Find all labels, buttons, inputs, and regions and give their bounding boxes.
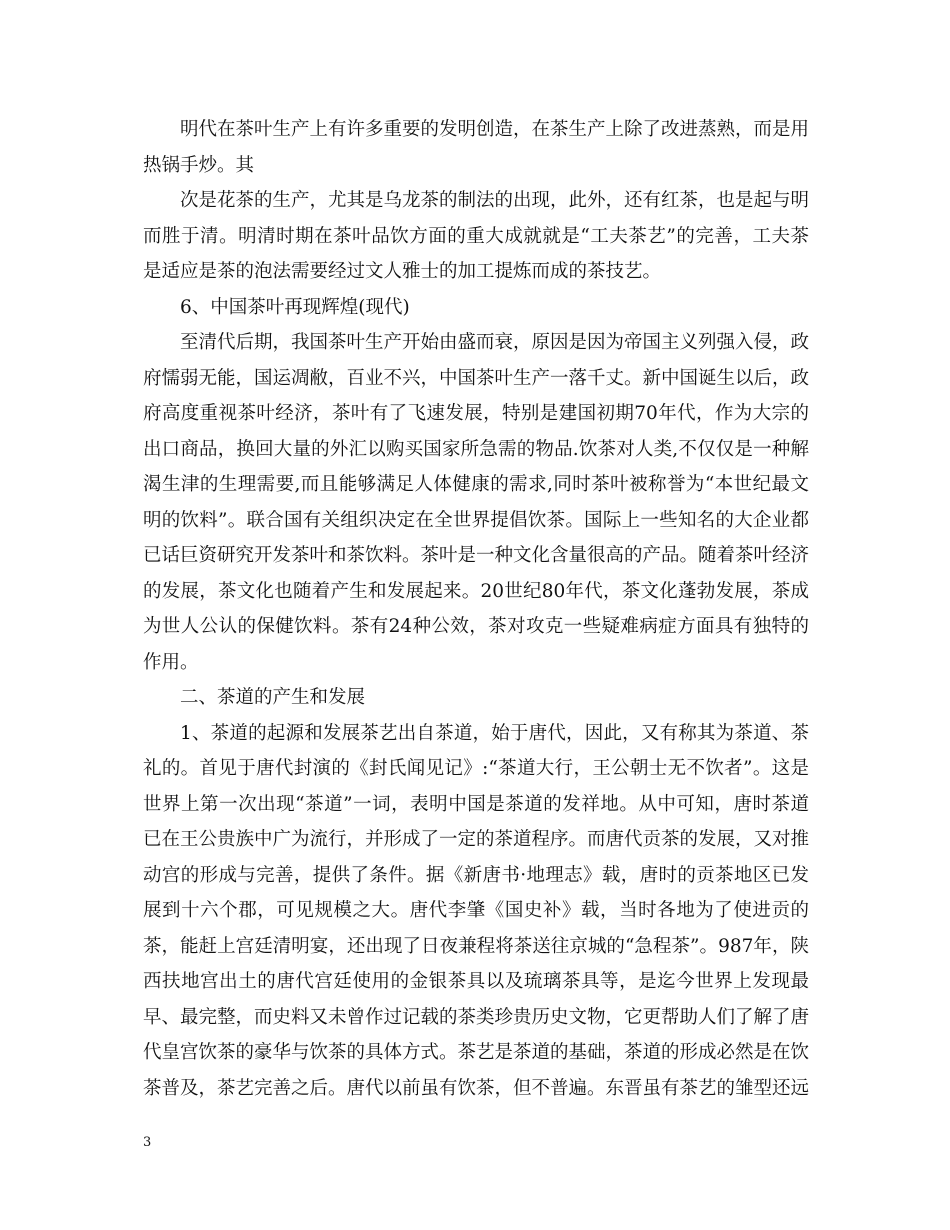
document-page — [143, 112, 809, 1106]
paragraph-qing-decline-modern: 至清代后期，我国茶叶生产开始由盛而衰，原因是因为帝国主义列强入侵，政府懦弱无能，国运凋敝，百业不兴，中国茶叶生产一落千丈。新中国诞生以后，政府高度重视茶叶经济，茶叶有了飞速发展，特别是建国初期70年代，作为大宗的出口商品，换回大量的外汇以购买国家所急需的物品.饮茶对人类,不仅仅是一种解渴生津的生理需要,而且能够满足人体健康的需求,同时茶叶被称誉为“本世纪最文明的饮料”。联合国有关组织决定在全世界提倡饮茶。国际上一些知名的大企业都已话巨资研究开发茶叶和茶饮料。茶叶是一种文化含量很高的产品。随着茶叶经济的发展，茶文化也随着产生和发展起来。20世纪80年代，茶文化蓬勃发展，茶成为世人公认的保健饮料。茶有24种公效，茶对攻克一些疑难病症方面具有独特的作用。 — [143, 332, 810, 673]
section-heading-tea-ceremony: 二、茶道的产生和发展 — [180, 687, 366, 708]
section-heading-modern-revival: 6、中国茶叶再现辉煌(现代) — [180, 296, 410, 318]
paragraph-tea-ceremony-origins: 1、茶道的起源和发展茶艺出自茶道，始于唐代，因此，又有称其为茶道、茶礼的。首见于唐代封演的《封氏闻见记》:“茶道大行，王公朝士无不饮者”。这是世界上第一次出现“茶道”一词，表明中国是茶道的发祥地。从中可知，唐时茶道已在王公贵族中广为流行，并形成了一定的茶道程序。而唐代贡茶的发展，又对推动宫的形成与完善，提供了条件。据《新唐书·地理志》载，唐时的贡茶地区已发展到十六个郡，可见规模之大。唐代李肇《国史补》载，当时各地为了使进贡的茶，能赶上宫廷清明宴，还出现了日夜兼程将茶送往京城的“急程茶”。987年，陕西扶地宫出土的唐代宫廷使用的金银茶具以及琉璃茶具等，是迄今世界上发现最早、最完整，而史料又未曾作过记载的茶类珍贵历史文物，它更帮助人们了解了唐代皇宫饮茶的豪华与饮茶的具体方式。茶艺是茶道的基础，茶道的形成必然是在饮茶普及，茶艺完善之后。唐代以前虽有饮茶，但不普遍。东晋虽有茶艺的雏型还远 — [143, 722, 810, 1099]
paragraph-flower-tea-gongfu: 次是花茶的生产，尤其是乌龙茶的制法的出现，此外，还有红茶，也是起与明而胜于清。明清时期在茶叶品饮方面的重大成就就是“工夫茶艺”的完善，工夫茶是适应是茶的泡法需要经过文人雅士的加工提炼而成的茶技艺。 — [143, 190, 810, 282]
page-number: 3 — [143, 1135, 152, 1150]
paragraph-ming-tea-production: 明代在茶叶生产上有许多重要的发明创造，在茶生产上除了改进蒸熟，而是用热锅手炒。其 — [143, 119, 810, 176]
